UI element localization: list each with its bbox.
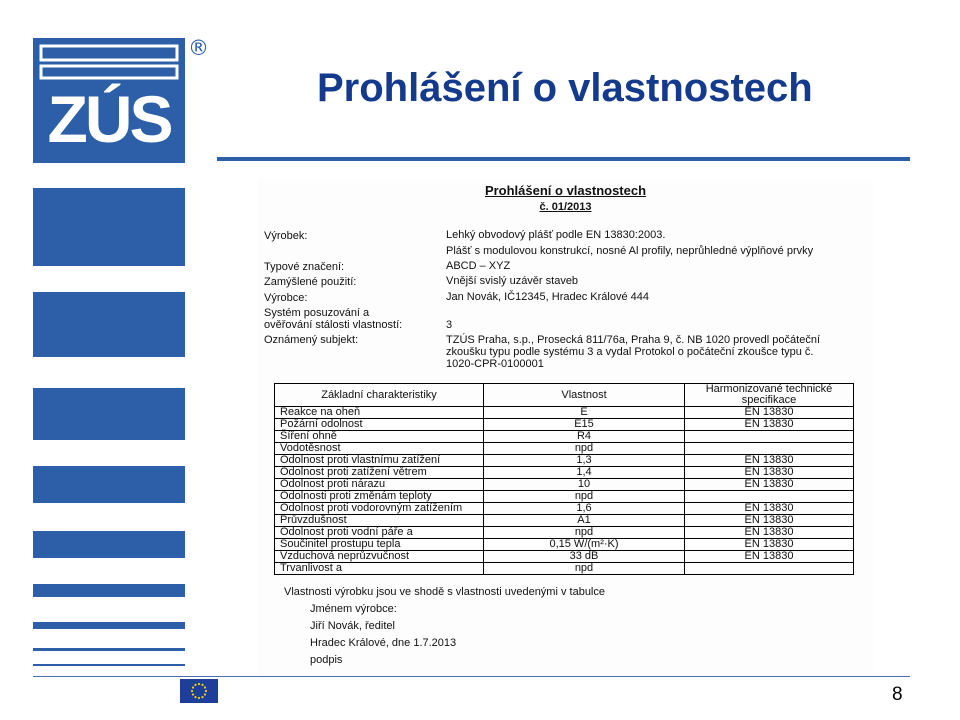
- table-row: [275, 551, 854, 563]
- table-cell: 33 dB: [484, 551, 685, 563]
- table-cell: Průvzdušnost: [275, 515, 484, 527]
- table-cell: Odolnost proti vodní páře a: [275, 527, 484, 539]
- page-number: 8: [892, 684, 903, 705]
- table-cell: Požární odolnost: [275, 419, 484, 431]
- table-cell: Odolnost proti vlastnímu zatížení: [275, 455, 484, 467]
- left-bar: [33, 648, 185, 651]
- declaration-document: [258, 179, 873, 677]
- table-cell: Odolnost proti vodorovným zatížením: [275, 503, 484, 515]
- table-row: [275, 527, 854, 539]
- table-cell: E: [484, 407, 685, 419]
- table-cell: Odolnost proti zatížení větrem: [275, 467, 484, 479]
- table-cell: Trvanlivost a: [275, 563, 484, 575]
- left-bar: [33, 664, 185, 666]
- table-cell: A1: [484, 515, 685, 527]
- characteristics-table: [274, 383, 854, 575]
- slide-title: Prohlášení o vlastnostech: [317, 66, 813, 110]
- table-cell: 1,6: [484, 503, 685, 515]
- table-cell: [685, 491, 854, 503]
- table-cell: Reakce na oheň: [275, 407, 484, 419]
- table-cell: EN 13830: [685, 551, 854, 563]
- document-number: č. 01/2013: [539, 201, 592, 213]
- signatory: Jiří Novák, ředitel: [310, 620, 395, 632]
- field-value-notified-body: zkoušku typu podle systému 3 a vydal Protokol o počáteční zkoušce typu č.: [446, 346, 814, 358]
- table-cell: EN 13830: [685, 467, 854, 479]
- title-underline: [217, 157, 910, 161]
- table-row: [275, 467, 854, 479]
- table-row: [275, 431, 854, 443]
- table-cell: npd: [484, 491, 685, 503]
- left-bar: [33, 622, 185, 629]
- field-label-system: ověřování stálosti vlastností:: [264, 319, 403, 331]
- table-row: [275, 419, 854, 431]
- registered-mark: ®: [188, 36, 209, 60]
- table-row: [275, 407, 854, 419]
- field-label-system: Systém posuzování a: [264, 307, 370, 319]
- field-label-manufacturer: Výrobce:: [264, 292, 308, 304]
- on-behalf-label: Jménem výrobce:: [310, 603, 397, 615]
- table-row: [275, 443, 854, 455]
- table-cell: [685, 443, 854, 455]
- table-cell: 0,15 W/(m²·K): [484, 539, 685, 551]
- table-cell: npd: [484, 443, 685, 455]
- table-cell: Šíření ohně: [275, 431, 484, 443]
- table-cell: EN 13830: [685, 503, 854, 515]
- table-cell: EN 13830: [685, 479, 854, 491]
- table-row: [275, 515, 854, 527]
- logo-text: ZÚS: [47, 82, 171, 156]
- table-cell: [685, 563, 854, 575]
- column-header: Základní charakteristiky: [275, 384, 484, 407]
- place-date: Hradec Králové, dne 1.7.2013: [310, 637, 457, 649]
- document-title: Prohlášení o vlastnostech: [484, 183, 647, 198]
- field-label-use: Zamýšlené použití:: [264, 276, 357, 288]
- table-cell: EN 13830: [685, 419, 854, 431]
- field-label-notified-body: Oznámený subjekt:: [264, 334, 359, 346]
- left-bar: [33, 388, 185, 440]
- left-bar: [33, 531, 185, 558]
- left-bar: [33, 292, 185, 357]
- left-bar: [33, 188, 185, 266]
- field-value-product: Lehký obvodový plášť podle EN 13830:2003.: [446, 229, 666, 241]
- field-value-system: 3: [446, 319, 453, 331]
- table-row: [275, 455, 854, 467]
- table-cell: EN 13830: [685, 455, 854, 467]
- table-cell: Vodotěsnost: [275, 443, 484, 455]
- table-cell: E15: [484, 419, 685, 431]
- table-cell: Odolnosti proti změnám teploty: [275, 491, 484, 503]
- field-value-manufacturer: Jan Novák, IČ12345, Hradec Králové 444: [446, 291, 650, 303]
- table-cell: npd: [484, 527, 685, 539]
- table-cell: Součinitel prostupu tepla: [275, 539, 484, 551]
- table-cell: EN 13830: [685, 515, 854, 527]
- table-header-row: [275, 384, 854, 407]
- left-bar: [33, 584, 185, 597]
- table-cell: Odolnost proti nárazu: [275, 479, 484, 491]
- table-row: [275, 491, 854, 503]
- table-cell: 1,3: [484, 455, 685, 467]
- left-bar: [33, 466, 185, 503]
- footer-rule: [33, 676, 910, 677]
- table-cell: EN 13830: [685, 527, 854, 539]
- column-header: Harmonizované technické specifikace: [685, 384, 854, 407]
- field-label-type: Typové značení:: [264, 261, 345, 273]
- field-value-notified-body: 1020-CPR-0100001: [446, 358, 544, 370]
- field-value-type: ABCD – XYZ: [446, 260, 511, 272]
- zus-logo: [33, 38, 185, 163]
- table-cell: 1,4: [484, 467, 685, 479]
- table-row: [275, 539, 854, 551]
- table-row: [275, 479, 854, 491]
- table-cell: 10: [484, 479, 685, 491]
- field-value-product: Plášť s modulovou konstrukcí, nosné Al profily, neprůhledné výplňové prvky: [446, 245, 814, 257]
- table-row: [275, 503, 854, 515]
- table-cell: R4: [484, 431, 685, 443]
- column-header: Vlastnost: [484, 384, 685, 407]
- field-value-notified-body: TZÚS Praha, s.p., Prosecká 811/76a, Praha 9, č. NB 1020 provedl počáteční: [446, 334, 820, 346]
- conformity-statement: Vlastnosti výrobku jsou ve shodě s vlastnosti uvedenými v tabulce: [284, 586, 605, 598]
- field-value-use: Vnější svislý uzávěr staveb: [446, 275, 579, 287]
- table-row: [275, 563, 854, 575]
- eu-flag-icon: [180, 679, 218, 703]
- signature-label: podpis: [310, 654, 343, 666]
- table-cell: npd: [484, 563, 685, 575]
- table-cell: [685, 431, 854, 443]
- field-label-product: Výrobek:: [264, 230, 308, 242]
- table-cell: EN 13830: [685, 407, 854, 419]
- table-cell: EN 13830: [685, 539, 854, 551]
- table-cell: Vzduchová neprůzvučnost: [275, 551, 484, 563]
